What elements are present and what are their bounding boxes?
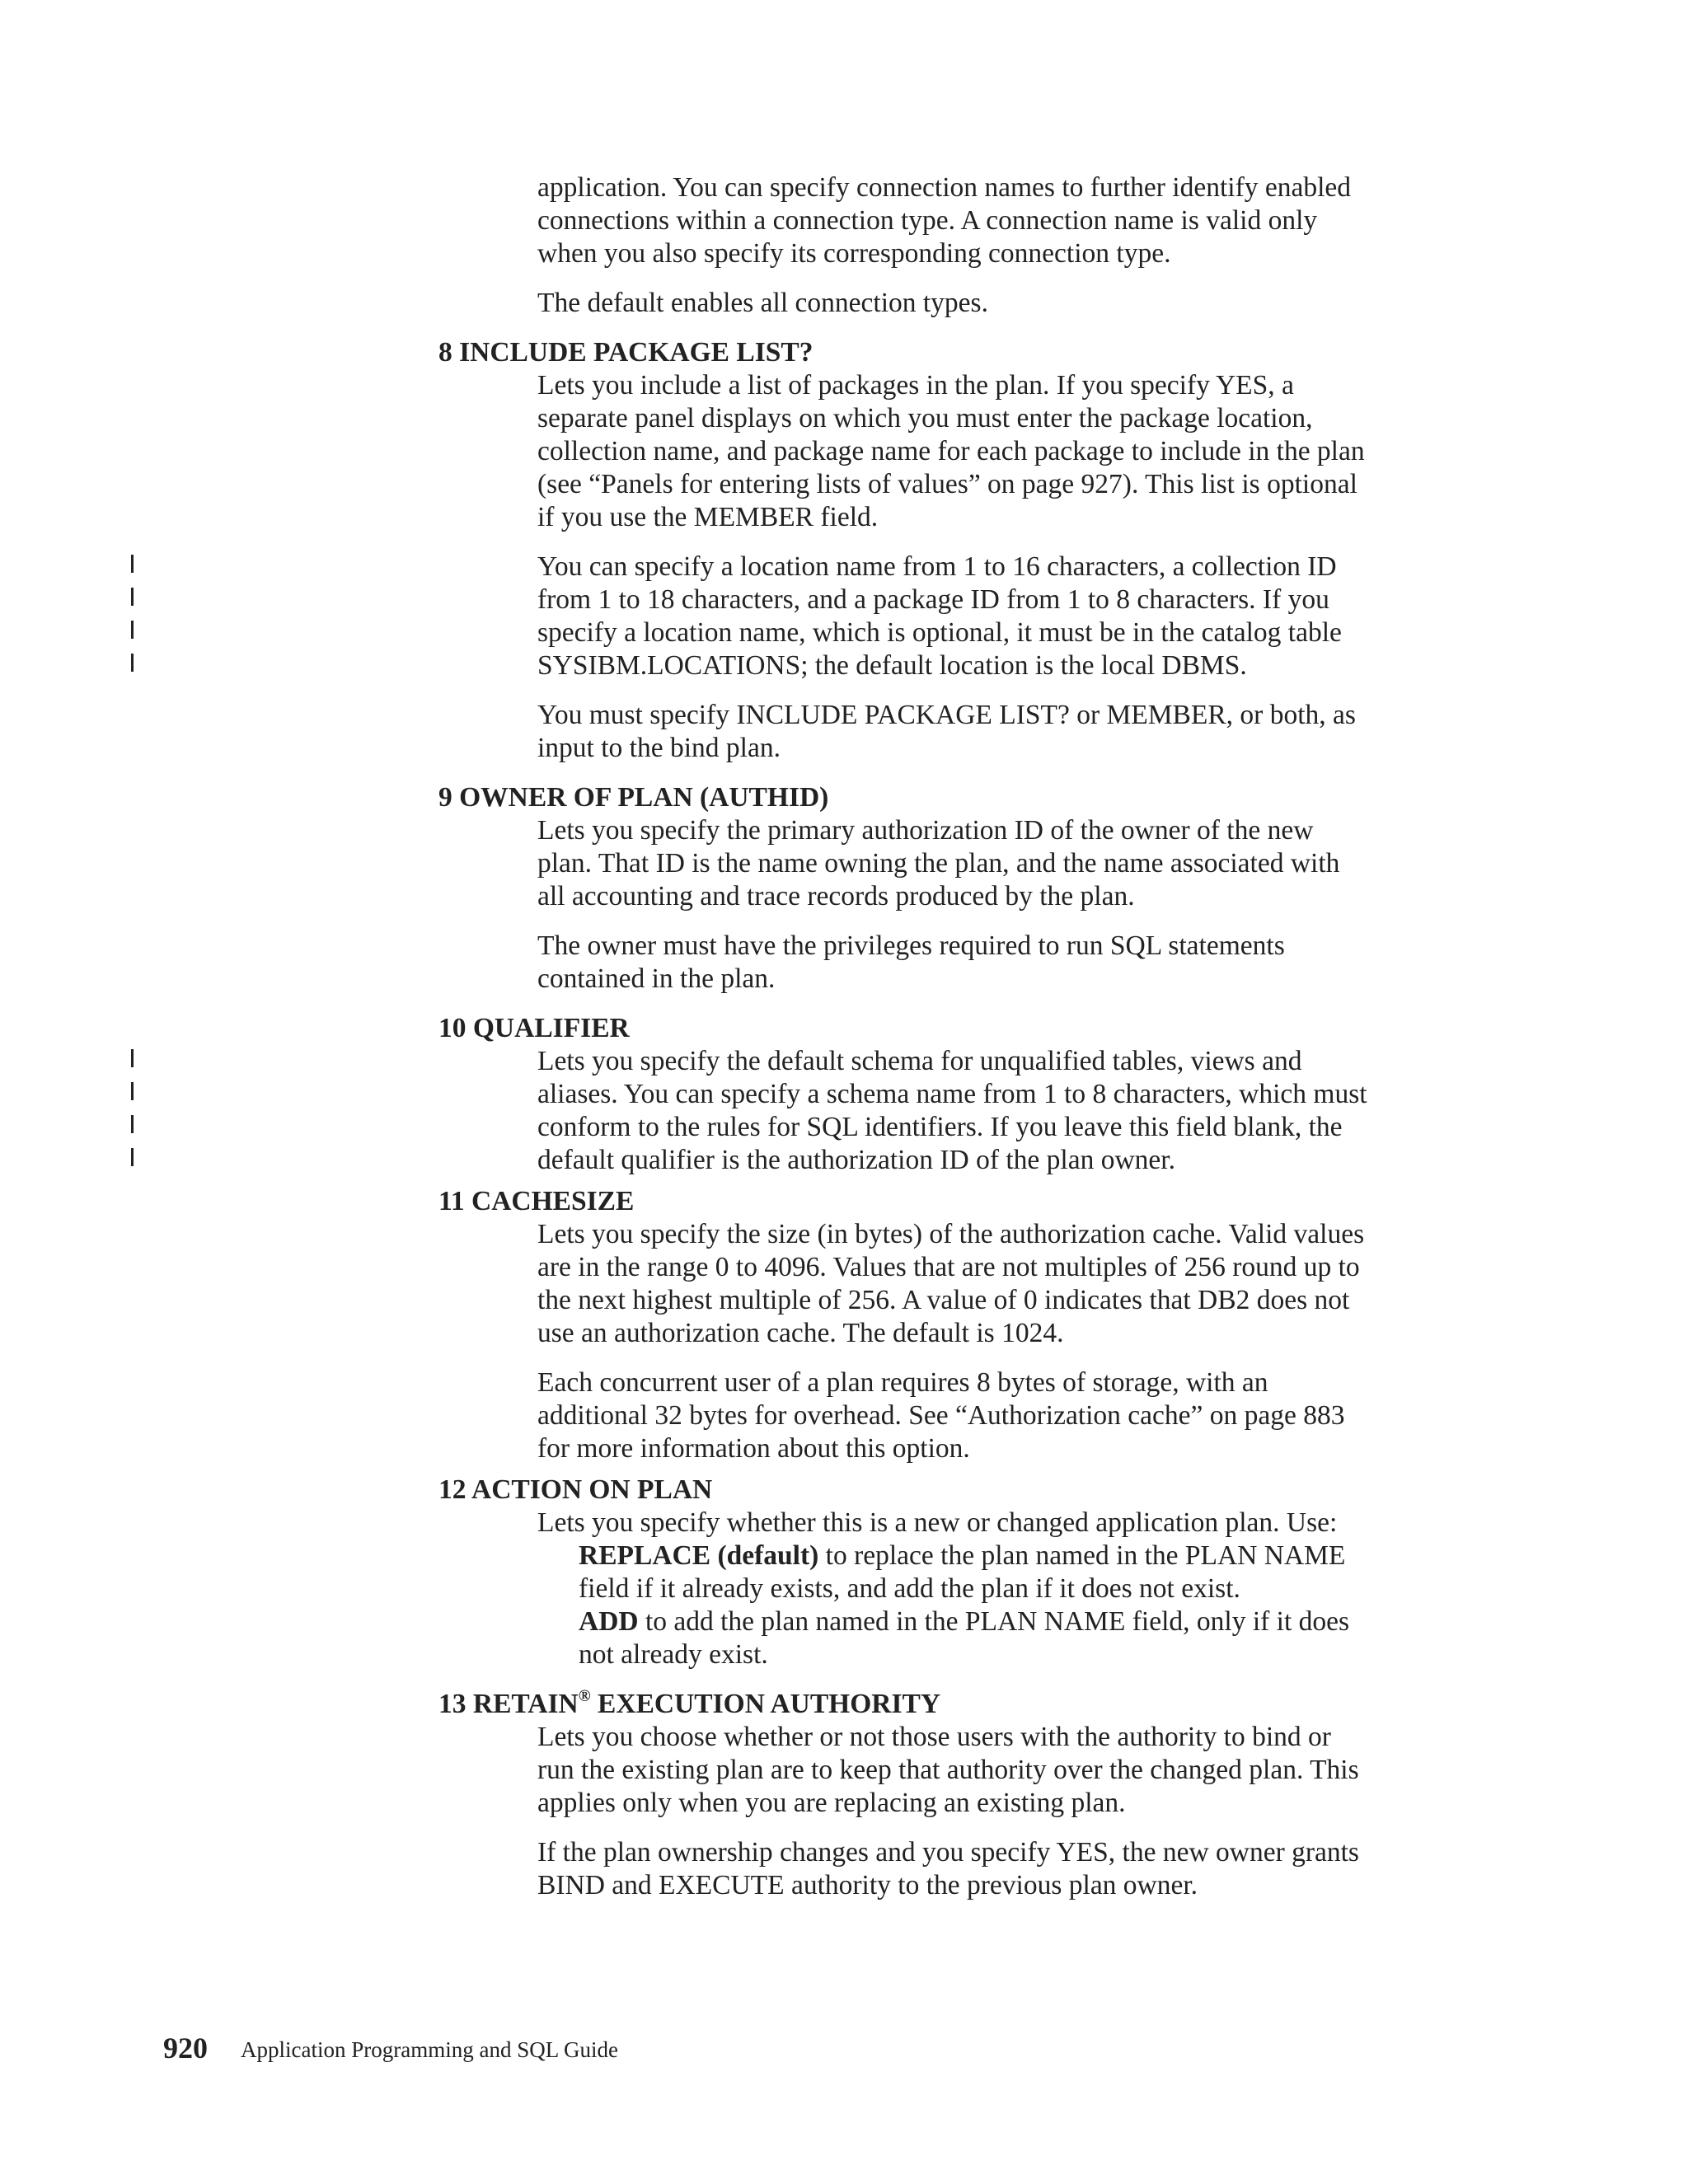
intro-paragraph-2: The default enables all connection types. <box>537 288 988 318</box>
heading-action-on-plan: 12 ACTION ON PLAN <box>438 1474 713 1505</box>
change-bar <box>131 1082 134 1100</box>
cachesize-paragraph-2: Each concurrent user of a plan requires 8 bytes of storage, with an additional 32 bytes for overhead. See “Authorization cache” on page 883 for more information about this option. <box>537 1367 1345 1464</box>
add-description: to add the plan named in the PLAN NAME field, only if it does not already exist. <box>579 1606 1350 1670</box>
heading-retain-execution-authority <box>438 1688 1477 1721</box>
owner-of-plan-paragraph-2: The owner must have the privileges required to run SQL statements contained in the plan. <box>537 930 1285 994</box>
owner-of-plan-paragraph-1: Lets you specify the primary authorization ID of the owner of the new plan. That ID is the name owning the plan, and the name associated with all accounting and trace records produced by the plan. <box>537 815 1340 912</box>
change-bar <box>131 621 134 639</box>
registered-trademark-mark: ® <box>578 1686 591 1705</box>
retain-paragraph-1: Lets you choose whether or not those users with the authority to bind or run the existing plan are to keep that authority over the changed plan. This applies only when you are replacing an existing plan. <box>537 1722 1359 1818</box>
qualifier-paragraph-1: Lets you specify the default schema for unqualified tables, views and aliases. You can specify a schema name from 1 to 8 characters, which must conform to the rules for SQL identifiers. If you leave this field blank, the default qualifier is the authorization ID of the plan owner. <box>537 1046 1367 1175</box>
retain-heading-suffix: EXECUTION AUTHORITY <box>590 1689 941 1719</box>
change-bar <box>131 654 134 672</box>
action-add-option <box>579 1605 1477 1671</box>
heading-cachesize: 11 CACHESIZE <box>438 1186 635 1216</box>
include-package-list-paragraph-2: You can specify a location name from 1 to 16 characters, a collection ID from 1 to 18 characters, and a package ID from 1 to 8 characters. If you specify a location name, which is optional, it must be in the catalog table SYSIBM.LOCATIONS; the default location is the local DBMS. <box>537 551 1342 681</box>
add-term: ADD <box>579 1606 639 1637</box>
action-replace-option <box>579 1540 1477 1605</box>
heading-qualifier: 10 QUALIFIER <box>438 1013 630 1043</box>
include-package-list-paragraph-3: You must specify INCLUDE PACKAGE LIST? or MEMBER, or both, as input to the bind plan. <box>537 700 1356 763</box>
heading-owner-of-plan: 9 OWNER OF PLAN (AUTHID) <box>438 782 829 813</box>
retain-heading-prefix: 13 RETAIN <box>438 1689 579 1719</box>
change-bar <box>131 588 134 606</box>
heading-include-package-list: 8 INCLUDE PACKAGE LIST? <box>438 337 814 368</box>
change-bar <box>131 1115 134 1133</box>
change-bar <box>131 555 134 573</box>
cachesize-paragraph-1: Lets you specify the size (in bytes) of the authorization cache. Valid values are in the range 0 to 4096. Values that are not multiples of 256 round up to the next highest multiple of 256. A value of 0 indicates that DB2 does not use an authorization cache. The default is 1024. <box>537 1219 1365 1348</box>
change-bar <box>131 1049 134 1067</box>
include-package-list-paragraph-1: Lets you include a list of packages in the plan. If you specify YES, a separate panel displays on which you must enter the package location, collection name, and package name for each package to include in the plan (see “Panels for entering lists of values” on page 927). This list is optional if you use the MEMBER field. <box>537 370 1365 532</box>
action-on-plan-paragraph-1: Lets you specify whether this is a new or changed application plan. Use: <box>537 1507 1338 1538</box>
footer-book-title: Application Programming and SQL Guide <box>241 2037 618 2062</box>
replace-term: REPLACE (default) <box>579 1540 819 1571</box>
footer-page-number: 920 <box>163 2032 208 2064</box>
change-bar <box>131 1148 134 1166</box>
replace-description: to replace the plan named in the PLAN NAME field if it already exists, and add the plan if it does not exist. <box>579 1540 1346 1604</box>
retain-paragraph-2: If the plan ownership changes and you specify YES, the new owner grants BIND and EXECUTE authority to the previous plan owner. <box>537 1837 1359 1900</box>
intro-paragraph-1: application. You can specify connection names to further identify enabled connections within a connection type. A connection name is valid only when you also specify its corresponding connection type. <box>537 172 1352 269</box>
